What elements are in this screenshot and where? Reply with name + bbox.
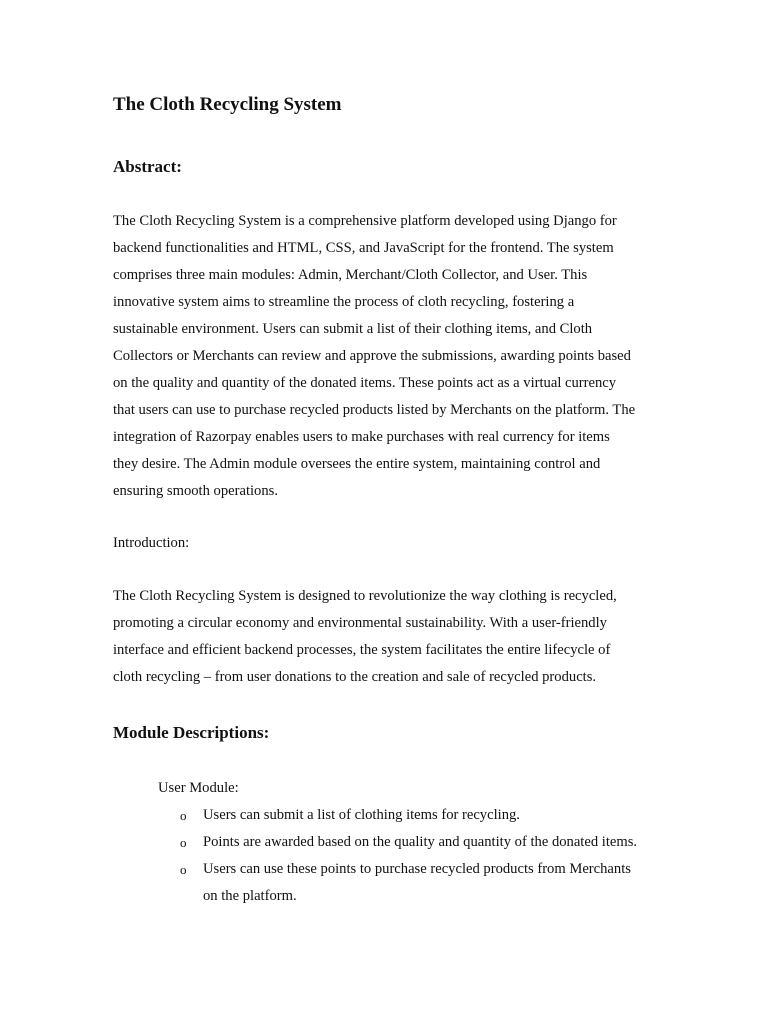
abstract-paragraph [113, 208, 673, 505]
user-module-bullet-list [180, 802, 637, 910]
list-item [180, 829, 637, 856]
list-item [180, 802, 637, 829]
abstract-line: integration of Razorpay enables users to make purchases with real currency for items [113, 429, 610, 445]
abstract-line: on the quality and quantity of the donated items. These points act as a virtual currency [113, 375, 617, 391]
bullet-icon: o [180, 862, 187, 877]
bullet-text: Points are awarded based on the quality and quantity of the donated items. [203, 834, 638, 850]
abstract-line: sustainable environment. Users can submit a list of their clothing items, and Cloth [113, 321, 593, 337]
introduction-line: promoting a circular economy and environmental sustainability. With a user-friendly [113, 615, 607, 631]
introduction-label: Introduction: [113, 535, 190, 551]
abstract-line: that users can use to purchase recycled products listed by Merchants on the platform. The [113, 402, 636, 418]
abstract-line: Collectors or Merchants can review and approve the submissions, awarding points based [113, 348, 631, 364]
introduction-paragraph [113, 583, 673, 691]
abstract-line: they desire. The Admin module oversees the entire system, maintaining control and [113, 456, 601, 472]
abstract-line: backend functionalities and HTML, CSS, and JavaScript for the frontend. The system [113, 240, 614, 256]
abstract-line: The Cloth Recycling System is a comprehensive platform developed using Django for [113, 213, 617, 229]
introduction-line: interface and efficient backend processes, the system facilitates the entire lifecycle of [113, 642, 611, 658]
bullet-text: Users can use these points to purchase recycled products from Merchants [203, 861, 631, 877]
list-item [180, 856, 637, 910]
bullet-icon: o [180, 835, 187, 850]
abstract-line: ensuring smooth operations. [113, 483, 278, 499]
module-descriptions-heading: Module Descriptions: [113, 723, 270, 742]
document-title: The Cloth Recycling System [113, 94, 342, 115]
bullet-icon: o [180, 808, 187, 823]
user-module-label: User Module: [158, 780, 239, 796]
abstract-heading: Abstract: [113, 157, 182, 176]
introduction-line: The Cloth Recycling System is designed to revolutionize the way clothing is recycled, [113, 588, 617, 604]
bullet-text: Users can submit a list of clothing items for recycling. [203, 807, 520, 823]
abstract-line: innovative system aims to streamline the process of cloth recycling, fostering a [113, 294, 575, 310]
bullet-text-continued: on the platform. [203, 888, 297, 904]
abstract-line: comprises three main modules: Admin, Merchant/Cloth Collector, and User. This [113, 267, 588, 283]
introduction-line: cloth recycling – from user donations to the creation and sale of recycled products. [113, 669, 597, 685]
